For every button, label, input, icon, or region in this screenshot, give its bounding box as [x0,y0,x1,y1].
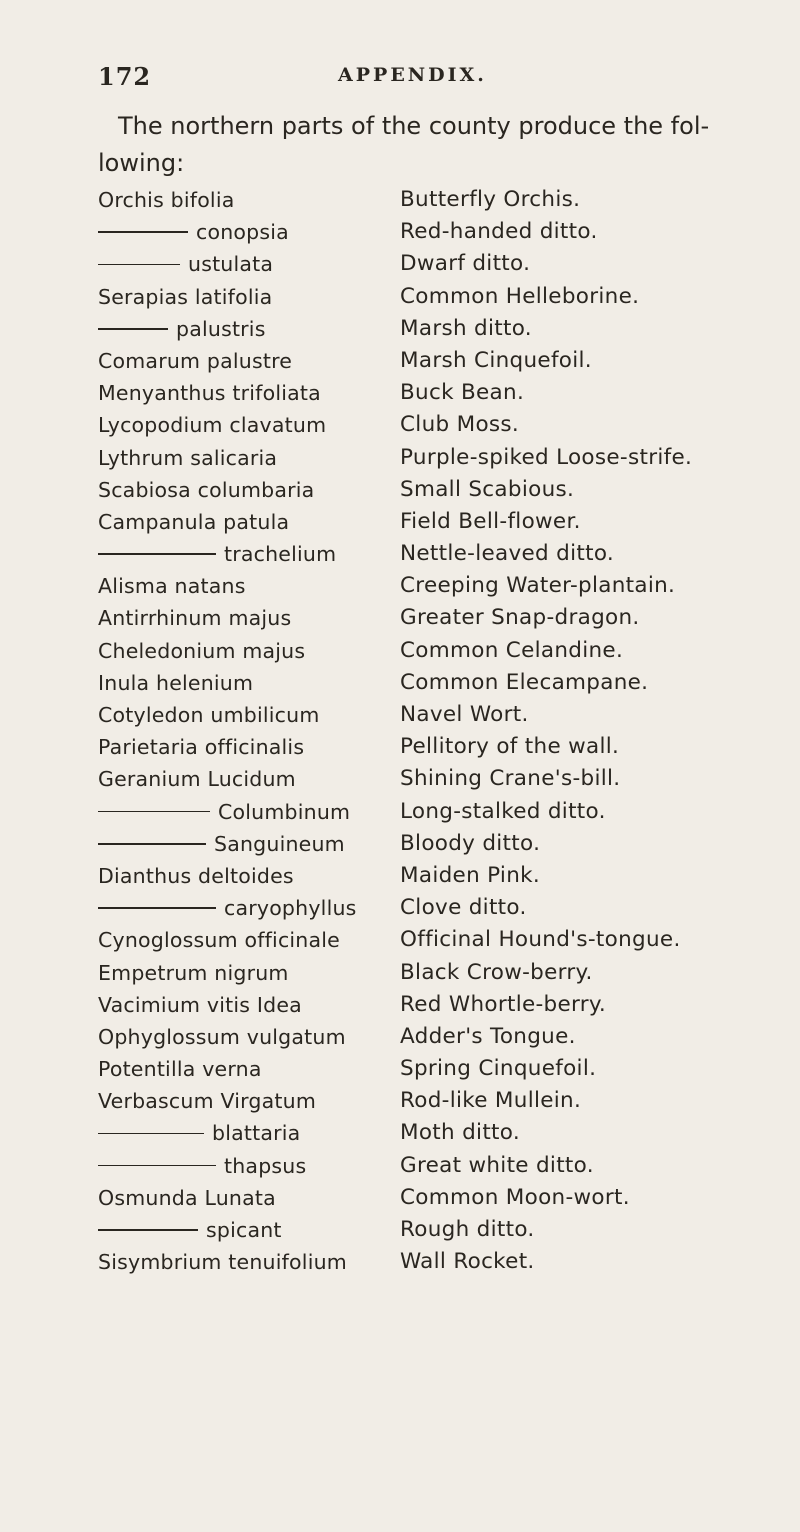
latin-name [98,796,350,828]
latin-name [98,216,289,248]
latin-name-text: caryophyllus [224,896,357,921]
plant-row [98,989,778,1021]
plant-row [98,377,778,409]
page-header [0,62,800,92]
common-name: Maiden Pink. [400,862,541,888]
plant-row [98,892,778,924]
common-name: Black Crow-berry. [400,959,593,985]
common-name: Long-stalked ditto. [400,798,606,824]
latin-name-text: Comarum palustre [98,348,293,373]
latin-name-text: Inula helenium [98,670,254,695]
plant-row [98,345,778,377]
latin-name [98,570,246,602]
ditto-dash [98,1133,204,1135]
latin-name-text: Alisma natans [98,574,246,599]
common-name: Common Celandine. [400,637,624,663]
latin-name [98,1117,300,1149]
latin-name [98,1182,276,1214]
plant-row [98,635,778,667]
latin-name [98,989,302,1021]
latin-name [98,377,321,409]
common-name: Pellitory of the wall. [400,734,620,760]
common-name: Moth ditto. [400,1120,520,1146]
common-name: Red Whortle-berry. [400,991,607,1017]
common-name: Club Moss. [400,412,520,438]
plant-row [98,1182,778,1214]
latin-name [98,1053,262,1085]
common-name: Marsh ditto. [400,315,532,341]
latin-name-text: Cotyledon umbilicum [98,703,320,727]
plant-list [98,184,778,1278]
latin-name-text: Sisymbrium tenuifolium [98,1250,347,1275]
common-name: Dwarf ditto. [400,251,531,277]
common-name: Navel Wort. [400,702,529,727]
ditto-dash [98,1165,216,1167]
plant-row [98,506,778,538]
latin-name [98,1150,306,1182]
latin-name-text: spicant [206,1218,282,1242]
latin-name [98,1085,316,1117]
latin-name-text: Orchis bifolia [98,188,235,212]
latin-name-text: Sanguineum [214,831,345,856]
latin-name [98,442,277,474]
latin-name [98,924,340,956]
common-name: Officinal Hound's-tongue. [400,927,681,953]
plant-row [98,602,778,634]
common-name: Small Scabious. [400,476,575,502]
common-name: Purple-spiked Loose-strife. [400,444,693,470]
common-name: Adder's Tongue. [400,1023,576,1049]
latin-name-text: Potentilla verna [98,1057,262,1082]
plant-row [98,538,778,570]
latin-name [98,248,273,280]
common-name: Common Elecampane. [400,669,649,695]
latin-name-text: Geranium Lucidum [98,767,296,792]
latin-name-text: Empetrum nigrum [98,960,289,985]
common-name: Shining Crane's-bill. [400,766,621,792]
running-title: APPENDIX. [338,64,487,86]
plant-row [98,570,778,602]
latin-name-text: ustulata [188,252,274,277]
latin-name-text: Menyanthus trifoliata [98,381,321,406]
latin-name-text: Campanula patula [98,509,290,534]
latin-name-text: trachelium [224,542,337,567]
latin-name-text: Parietaria officinalis [98,735,305,760]
common-name: Clove ditto. [400,895,527,921]
latin-name [98,474,314,506]
plant-row [98,1214,778,1246]
latin-name-text: blattaria [212,1121,301,1146]
plant-row [98,313,778,345]
common-name: Marsh Cinquefoil. [400,347,592,373]
latin-name [98,538,336,570]
ditto-dash [98,264,180,266]
plant-row [98,699,778,731]
common-name: Rod-like Mullein. [400,1088,582,1114]
plant-row [98,763,778,795]
latin-name [98,635,305,667]
ditto-dash [98,843,206,845]
latin-name [98,892,357,924]
latin-name-text: Scabiosa columbaria [98,477,315,502]
intro-line-2: lowing: [98,149,185,177]
latin-name [98,409,326,441]
common-name: Wall Rocket. [400,1249,535,1275]
latin-name [98,1246,347,1278]
latin-name [98,699,320,731]
plant-row [98,796,778,828]
latin-name-text: Verbascum Virgatum [98,1089,316,1114]
plant-row [98,248,778,280]
plant-row [98,1117,778,1149]
latin-name [98,667,253,699]
latin-name-text: Vacimium vitis Idea [98,992,302,1017]
latin-name-text: Columbinum [218,799,351,824]
common-name: Common Moon-wort. [400,1184,630,1210]
latin-name [98,1214,282,1246]
latin-name-text: Cheledonium majus [98,638,306,663]
latin-name-text: Osmunda Lunata [98,1185,276,1210]
ditto-dash [98,553,216,555]
ditto-dash [98,907,216,909]
latin-name [98,313,266,345]
ditto-dash [98,1229,198,1231]
latin-name-text: Ophyglossum vulgatum [98,1024,346,1049]
latin-name-text: palustris [176,316,266,341]
intro-paragraph [98,108,758,182]
intro-line-1: The northern parts of the county produce the fol- [118,112,710,140]
latin-name [98,602,291,634]
plant-row [98,1053,778,1085]
ditto-dash [98,811,210,813]
plant-row [98,667,778,699]
common-name: Rough ditto. [400,1217,535,1242]
latin-name [98,184,235,216]
latin-name [98,860,294,892]
plant-row [98,184,778,216]
plant-row [98,474,778,506]
plant-row [98,1246,778,1278]
latin-name [98,828,345,860]
latin-name [98,1021,346,1053]
latin-name-text: Lycopodium clavatum [98,413,327,438]
ditto-dash [98,231,188,233]
common-name: Greater Snap-dragon. [400,605,640,631]
latin-name [98,957,289,989]
latin-name-text: Serapias latifolia [98,284,273,309]
common-name: Field Bell-flower. [400,508,581,534]
plant-row [98,860,778,892]
common-name: Great white ditto. [400,1152,594,1178]
plant-row [98,442,778,474]
common-name: Red-handed ditto. [400,219,598,245]
plant-row [98,1085,778,1117]
plant-row [98,828,778,860]
latin-name-text: Antirrhinum majus [98,606,292,631]
latin-name-text: conopsia [196,220,289,245]
latin-name-text: Cynoglossum officinale [98,928,340,953]
plant-row [98,409,778,441]
plant-row [98,957,778,989]
latin-name [98,345,292,377]
page-number: 172 [98,62,152,91]
common-name: Nettle-leaved ditto. [400,541,615,567]
common-name: Bloody ditto. [400,830,541,856]
plant-row [98,281,778,313]
common-name: Butterfly Orchis. [400,187,581,212]
latin-name [98,281,272,313]
common-name: Spring Cinquefoil. [400,1056,597,1082]
plant-row [98,216,778,248]
plant-row [98,1021,778,1053]
latin-name-text: thapsus [224,1153,307,1178]
latin-name-text: Lythrum salicaria [98,445,278,470]
ditto-dash [98,328,168,330]
plant-row [98,1150,778,1182]
latin-name [98,763,296,795]
common-name: Common Helleborine. [400,283,640,309]
latin-name [98,506,289,538]
latin-name [98,731,304,763]
plant-row [98,731,778,763]
plant-row [98,924,778,956]
latin-name-text: Dianthus deltoides [98,863,294,888]
common-name: Creeping Water-plantain. [400,573,676,599]
common-name: Buck Bean. [400,380,525,406]
